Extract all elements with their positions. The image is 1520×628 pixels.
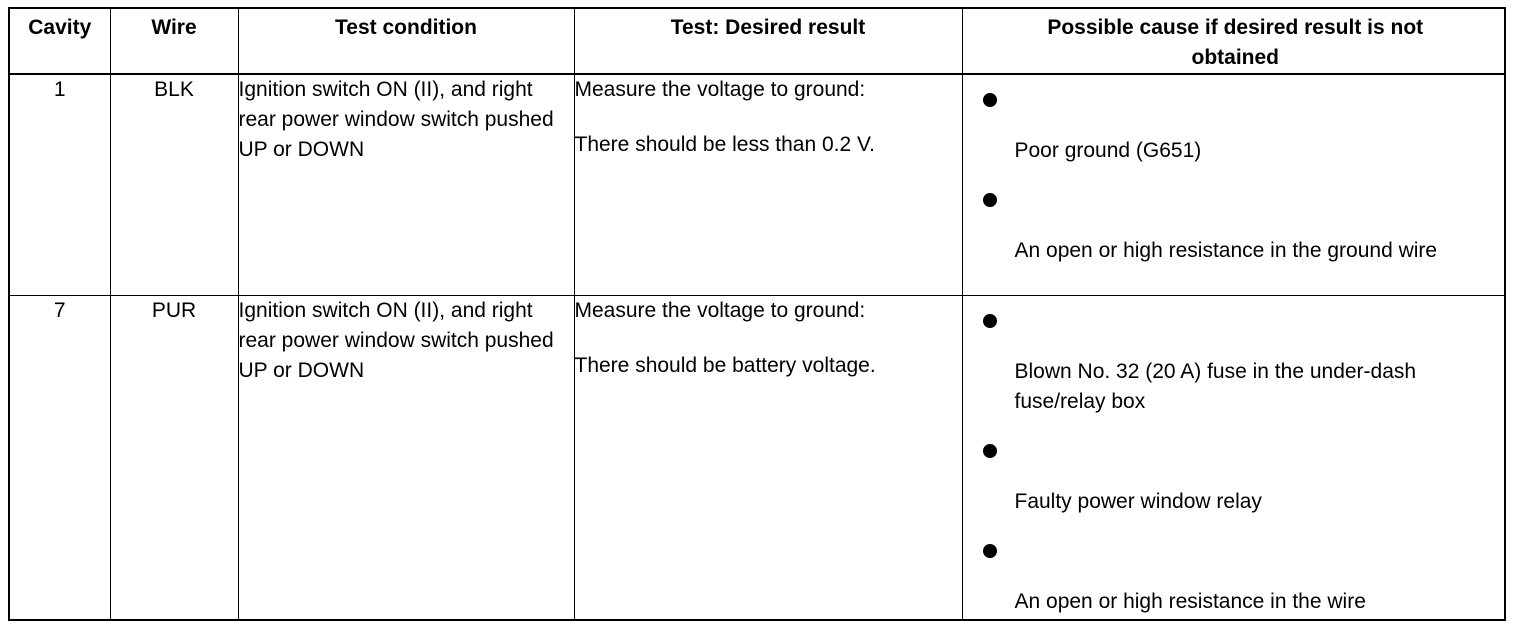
result-instruction: Measure the voltage to ground: [574,298,866,322]
troubleshooting-table [10,9,1506,621]
header-test-condition: Test condition [238,9,574,74]
cause-spacer [1015,81,1507,136]
cause-spacer [1015,532,1507,587]
cause-item [963,302,1507,417]
table-body [10,74,1506,621]
result-expectation: There should be battery voltage. [574,353,876,377]
header-desired-result: Test: Desired result [574,9,962,74]
bullet-icon [983,544,997,558]
bullet-icon [983,93,997,107]
result-gap [575,105,962,130]
cell-cavity: 7 [10,295,110,621]
cause-item [963,81,1507,166]
cause-list [963,81,1507,266]
cause-item [963,181,1507,266]
header-cavity: Cavity [10,9,110,74]
cause-spacer [1015,432,1507,487]
result-expectation: There should be less than 0.2 V. [574,133,875,156]
troubleshooting-table-frame [8,7,1506,621]
bullet-icon [983,193,997,207]
cell-possible-cause [962,295,1506,621]
cause-text: Poor ground (G651) [1014,139,1202,162]
cell-wire: PUR [110,295,238,621]
cell-desired-result [574,74,962,295]
cause-item [963,532,1507,617]
cell-desired-result [574,295,962,621]
cause-text: Faulty power window relay [1014,489,1262,513]
header-possible-cause-text: Possible cause if desired result is not obtained [1047,16,1424,69]
cause-list [963,302,1507,617]
cause-text: An open or high resistance in the wire [1014,589,1366,613]
cause-text: An open or high resistance in the ground wire [1014,239,1438,262]
result-gap [575,326,962,351]
table-row [10,295,1506,621]
cell-cavity: 1 [10,74,110,295]
cell-test-condition: Ignition switch ON (II), and right rear power window switch pushed UP or DOWN [238,74,574,295]
cause-item [963,432,1507,517]
bullet-icon [983,314,997,328]
table-header [10,9,1506,74]
header-wire: Wire [110,9,238,74]
cell-wire: BLK [110,74,238,295]
result-instruction: Measure the voltage to ground: [574,78,866,101]
cause-text: Blown No. 32 (20 A) fuse in the under-dash fuse/relay box [1014,359,1417,413]
bullet-icon [983,444,997,458]
header-possible-cause [962,9,1506,74]
table-row [10,74,1506,295]
cause-spacer [1015,181,1507,236]
cause-spacer [1015,302,1507,357]
cell-possible-cause [962,74,1506,295]
header-row [10,9,1506,74]
cell-test-condition: Ignition switch ON (II), and right rear power window switch pushed UP or DOWN [238,295,574,621]
